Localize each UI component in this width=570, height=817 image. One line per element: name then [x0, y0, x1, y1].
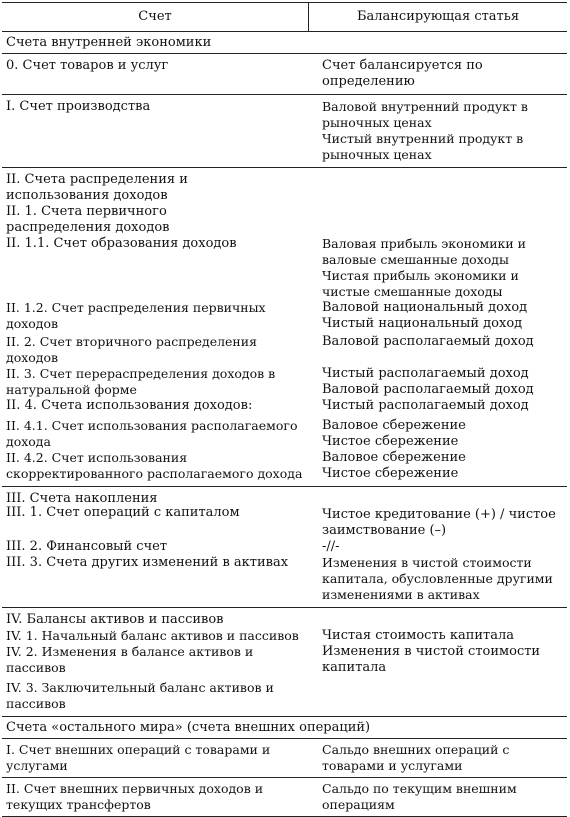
- balancing-cell: Изменения в чистой стоимости капитала, обусловленные другими изменениями в активах: [322, 555, 553, 602]
- account-cell: 0. Счет товаров и услуг: [6, 58, 169, 73]
- account-cell: IV. 3. Заключительный баланс активов и пассивов: [6, 680, 274, 711]
- header-account: Счет: [2, 3, 309, 31]
- table-row: [2, 739, 567, 778]
- table-row: [2, 418, 567, 450]
- table-row: [2, 58, 567, 90]
- balancing-cell: Валовой национальный доход Чистый национальный доход: [322, 300, 528, 331]
- table-row: [2, 450, 567, 482]
- table-row: [2, 94, 567, 167]
- table-row: [2, 398, 567, 414]
- balancing-cell: Валовой располагаемый доход: [322, 334, 534, 349]
- account-cell: IV. 1. Начальный баланс активов и пассивов: [6, 628, 299, 643]
- balancing-cell: Валовое сбережение Чистое сбережение: [322, 418, 466, 449]
- balancing-cell: Валовой внутренний продукт в рыночных ценах Чистый внутренний продукт в рыночных ценах: [322, 99, 528, 162]
- account-cell: III. 1. Счет операций с капиталом: [6, 505, 240, 520]
- balancing-cell: [312, 612, 567, 628]
- section-domestic: [2, 32, 567, 168]
- table-row: [2, 628, 567, 644]
- account-cell: III. Счета накопления: [6, 491, 158, 506]
- balancing-cell: Изменения в чистой стоимости капитала: [322, 644, 541, 675]
- table-row: [2, 644, 567, 676]
- accounts-table: [2, 2, 567, 817]
- header-balancing-item: Балансирующая статья: [356, 9, 520, 24]
- balancing-cell: [312, 204, 567, 236]
- account-cell: II. 1. Счета первичного распределения доходов: [6, 204, 170, 235]
- balancing-cell: -//-: [322, 539, 340, 554]
- section-title: Счета внутренней экономики: [2, 32, 567, 54]
- account-cell: I. Счет внешних операций с товарами и услугами: [6, 742, 271, 773]
- balancing-cell: Чистый располагаемый доход: [322, 398, 529, 413]
- table-row: [2, 505, 567, 539]
- table-row: [2, 612, 567, 628]
- account-cell: I. Счет производства: [6, 99, 151, 114]
- balancing-cell: Сальдо по текущим внешним операциям: [322, 781, 517, 812]
- table-row: [2, 366, 567, 398]
- account-cell: IV. 2. Изменения в балансе активов и пассивов: [6, 644, 254, 675]
- section-accumulation: [2, 487, 567, 608]
- table-row: [2, 236, 567, 300]
- section-balances: [2, 608, 567, 717]
- balancing-cell: Чистый располагаемый доход Валовой располагаемый доход: [322, 366, 534, 397]
- table-row: [2, 778, 567, 816]
- account-cell: II. Счета распределения и использования доходов: [6, 172, 188, 203]
- account-cell: III. 2. Финансовый счет: [6, 539, 168, 554]
- account-cell: II. Счет внешних первичных доходов и текущих трансфертов: [6, 781, 264, 812]
- balancing-cell: Валовое сбережение Чистое сбережение: [322, 450, 466, 481]
- table-row: [2, 334, 567, 366]
- account-cell: II. 4. Счета использования доходов:: [6, 398, 253, 413]
- balancing-cell: Чистое кредитование (+) / чистое заимствование (–): [322, 507, 556, 538]
- table-header: [2, 2, 567, 32]
- balancing-cell: Счет балансируется по определению: [322, 58, 483, 89]
- account-cell: II. 3. Счет перераспределения доходов в натуральной форме: [6, 366, 276, 397]
- table-row: [2, 204, 567, 236]
- balancing-cell: Сальдо внешних операций с товарами и услугами: [322, 742, 510, 773]
- balancing-cell: Чистая стоимость капитала: [322, 628, 515, 643]
- balancing-cell: [312, 172, 567, 204]
- account-cell: II. 2. Счет вторичного распределения доходов: [6, 334, 257, 365]
- section-distribution: [2, 168, 567, 487]
- table-row: [2, 555, 567, 603]
- section-rest-of-world: [2, 717, 567, 817]
- table-row: [2, 539, 567, 555]
- table-row: [2, 680, 567, 712]
- table-row: [2, 300, 567, 332]
- table-row: [2, 172, 567, 204]
- account-cell: IV. Балансы активов и пассивов: [6, 612, 224, 627]
- account-cell: II. 1.1. Счет образования доходов: [6, 236, 237, 251]
- account-cell: II. 1.2. Счет распределения первичных доходов: [6, 300, 266, 331]
- balancing-cell: Валовая прибыль экономики и валовые смешанные доходы Чистая прибыль экономики и чистые смешанные доходы: [322, 236, 527, 299]
- section-title: Счета «остального мира» (счета внешних операций): [2, 717, 567, 739]
- account-cell: III. 3. Счета других изменений в активах: [6, 555, 289, 570]
- balancing-cell: [312, 680, 567, 712]
- account-cell: II. 4.1. Счет использования располагаемого дохода: [6, 418, 298, 449]
- account-cell: II. 4.2. Счет использования скорректированного располагаемого дохода: [6, 450, 303, 481]
